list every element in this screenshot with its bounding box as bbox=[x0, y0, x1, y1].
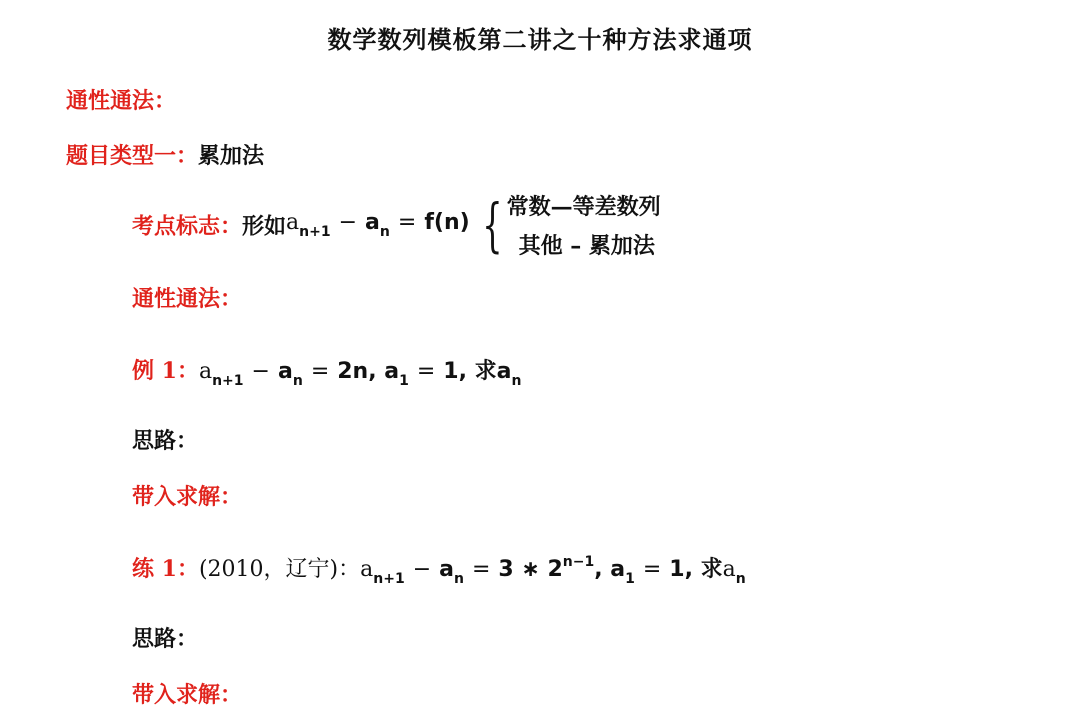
case-other: 其他 – 累加法 bbox=[518, 233, 655, 259]
example-1 bbox=[132, 354, 521, 389]
exam-point-label: 考点标志： bbox=[132, 213, 243, 240]
practice-1-target: $a_n$ bbox=[722, 557, 746, 587]
section-heading-general-method: 通性通法： bbox=[66, 88, 177, 114]
problem-type-name: 累加法 bbox=[198, 143, 265, 169]
page-title: 数学数列模板第二讲之十种方法求通项 bbox=[327, 25, 753, 54]
substitute-solve-label-1: 带入求解： bbox=[132, 484, 243, 510]
exam-point-prefix: 形如 bbox=[242, 213, 287, 240]
cases-brace-group bbox=[474, 190, 661, 260]
thinking-label-1: 思路： bbox=[132, 428, 199, 454]
thinking-label-2: 思路： bbox=[132, 626, 199, 652]
formula-recurrence: $a_{n+1} - a_n = f(n)$ bbox=[286, 210, 470, 240]
problem-type-1 bbox=[66, 139, 264, 170]
practice-1-formula: $a_{n+1} - a_n = 3$ ∗ $2^{n-1}$, $a_1 = 1$, bbox=[360, 554, 701, 587]
case-constant: 常数—等差数列 bbox=[506, 194, 661, 220]
brace-icon: { bbox=[481, 191, 503, 259]
example-1-qiu: 求 bbox=[474, 358, 497, 384]
exam-point-line bbox=[132, 190, 661, 260]
practice-1-qiu: 求 bbox=[700, 556, 723, 582]
example-1-target: $a_n$ bbox=[496, 359, 522, 389]
practice-label: 练 1： bbox=[132, 556, 199, 582]
problem-type-label: 题目类型一： bbox=[66, 143, 199, 169]
practice-source: (2010，辽宁)： bbox=[198, 557, 361, 582]
section-heading-general-method-2: 通性通法： bbox=[132, 286, 243, 312]
example-label: 例 1： bbox=[132, 358, 199, 384]
example-1-formula: $a_{n+1} - a_n = 2n$, $a_1 = 1$, bbox=[198, 359, 475, 389]
substitute-solve-label-2: 带入求解： bbox=[132, 682, 243, 708]
practice-1 bbox=[132, 552, 746, 587]
